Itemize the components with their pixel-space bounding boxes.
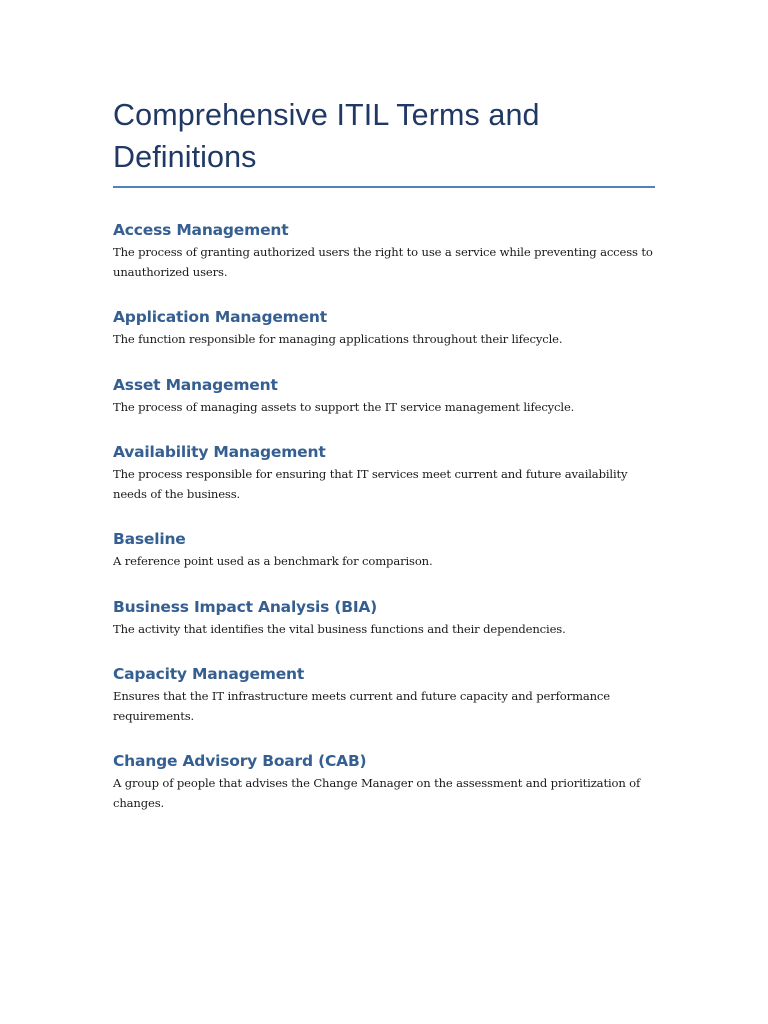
glossary-definition: The activity that identifies the vital business functions and their dependencies. — [113, 621, 566, 636]
glossary-entry — [113, 597, 655, 640]
glossary-entry — [113, 220, 655, 282]
glossary-list — [113, 220, 655, 813]
glossary-entry — [113, 751, 655, 813]
glossary-term: Access Management — [113, 221, 289, 239]
glossary-term: Baseline — [113, 530, 186, 548]
glossary-entry — [113, 529, 655, 572]
glossary-term: Application Management — [113, 308, 327, 326]
glossary-definition: The process of managing assets to support the IT service management lifecycle. — [113, 399, 575, 414]
glossary-term: Capacity Management — [113, 665, 305, 683]
glossary-term: Availability Management — [113, 443, 326, 461]
glossary-definition: A reference point used as a benchmark for comparison. — [113, 554, 433, 568]
document-content — [113, 94, 655, 838]
glossary-definition: The function responsible for managing applications throughout their lifecycle. — [113, 332, 563, 346]
glossary-definition: The process of granting authorized users the right to use a service while preventing access to unauthorized users. — [113, 245, 653, 279]
glossary-definition: The process responsible for ensuring that IT services meet current and future availability needs of the business. — [113, 467, 628, 501]
glossary-term: Asset Management — [113, 375, 278, 394]
glossary-entry — [113, 375, 655, 418]
glossary-entry — [113, 307, 655, 350]
glossary-term: Business Impact Analysis (BIA) — [113, 597, 378, 616]
glossary-definition: Ensures that the IT infrastructure meets current and future capacity and performance requirements. — [113, 689, 610, 723]
title-divider — [113, 186, 655, 188]
glossary-definition: A group of people that advises the Change Manager on the assessment and prioritization of changes. — [113, 776, 641, 810]
glossary-entry — [113, 664, 655, 726]
glossary-term: Change Advisory Board (CAB) — [113, 752, 367, 770]
page-title: Comprehensive ITIL Terms and Definitions — [113, 98, 540, 174]
glossary-entry — [113, 442, 655, 504]
